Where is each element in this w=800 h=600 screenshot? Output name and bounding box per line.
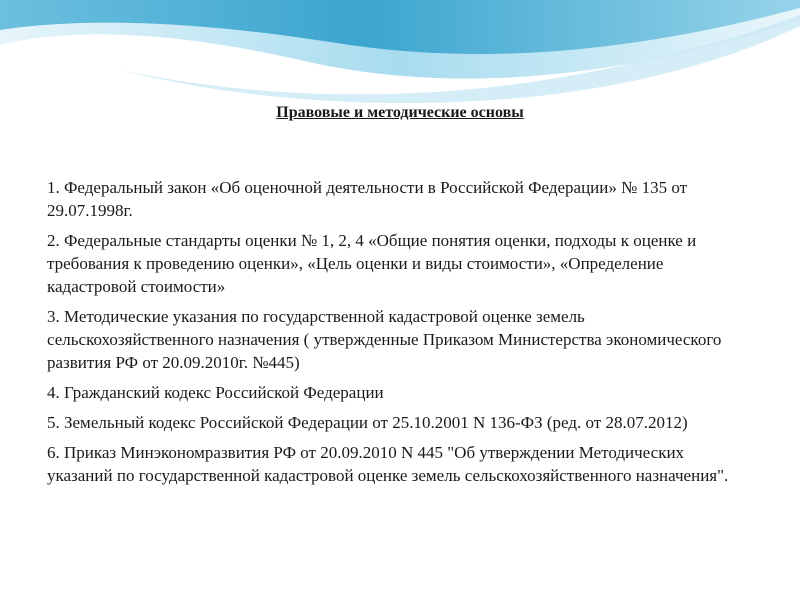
- legal-basis-list: [47, 176, 753, 494]
- slide-title: Правовые и методические основы: [276, 104, 524, 121]
- list-item: 3. Методические указания по государственной кадастровой оценке земель сельскохозяйственного назначения ( утвержденные Приказом Министерства экономического развития РФ от 20.09.2010г. №445): [47, 307, 722, 372]
- list-item: 5. Земельный кодекс Российской Федерации от 25.10.2001 N 136-ФЗ (ред. от 28.07.2012): [47, 413, 688, 432]
- header-wave-decoration: [0, 0, 800, 110]
- list-item: 2. Федеральные стандарты оценки № 1, 2, 4 «Общие понятия оценки, подходы к оценке и требования к проведению оценки», «Цель оценки и виды стоимости», «Определение кадастровой стоимости»: [47, 231, 697, 296]
- list-item: 4. Гражданский кодекс Российской Федерации: [47, 383, 384, 402]
- list-item: 6. Приказ Минэкономразвития РФ от 20.09.2010 N 445 "Об утверждении Методических указаний по государственной кадастровой оценке земель сельскохозяйственного назначения".: [47, 443, 729, 485]
- list-item: 1. Федеральный закон «Об оценочной деятельности в Российской Федерации» № 135 от 29.07.1998г.: [47, 178, 688, 220]
